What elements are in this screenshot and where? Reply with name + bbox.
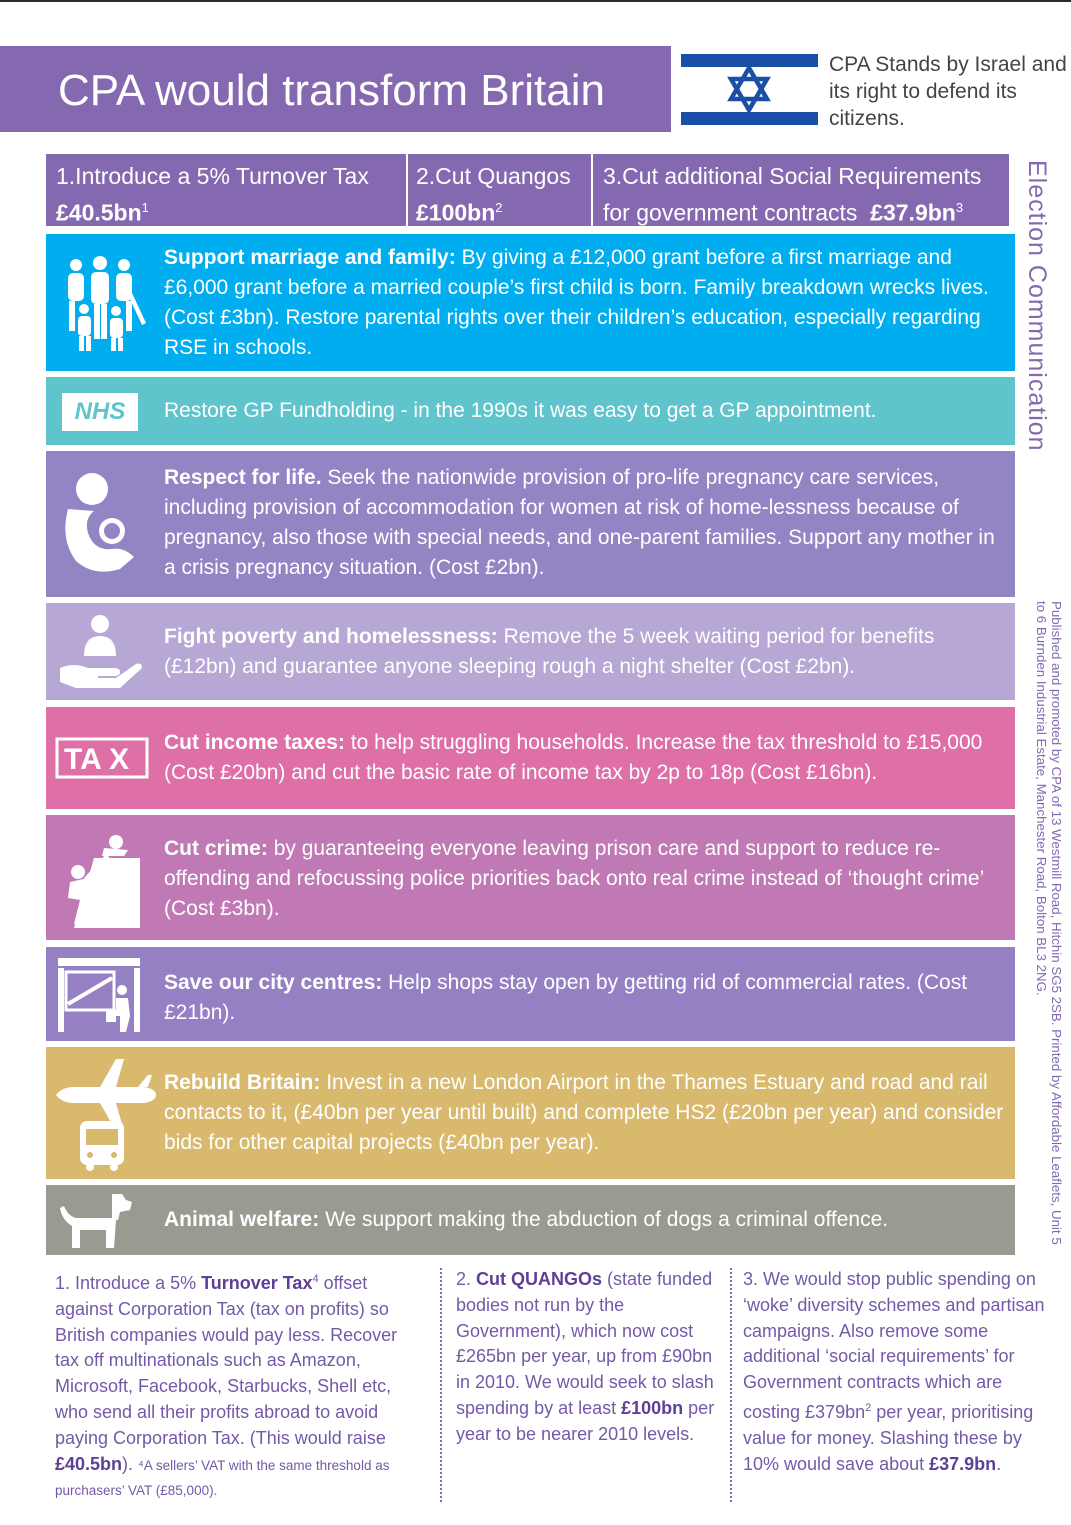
policy-text (164, 396, 1010, 426)
policy-body: by guaranteeing everyone leaving prison care and support to reduce re-offending and refocussing police priorities back onto real crime instead of ‘thought crime’ (Cost £3bn). (164, 837, 984, 920)
totals-divider (406, 154, 408, 226)
policy-animal-welfare (46, 1185, 1015, 1255)
policy-text (164, 728, 1010, 788)
policy-text (164, 463, 1010, 583)
nhs-logo: NHS (62, 393, 138, 431)
helping-hand-icon (54, 603, 154, 700)
footnote-divider (730, 1268, 732, 1502)
election-communication-label (1022, 160, 1062, 510)
dog-icon (54, 1185, 154, 1255)
footnote-bold: £40.5bn (55, 1453, 123, 1474)
total-turnover-tax (56, 154, 369, 226)
policy-text (164, 968, 1010, 1028)
footnote-text: 1. Introduce a 5% (55, 1273, 202, 1293)
imprint (1034, 601, 1070, 1251)
footnote-1 (55, 1267, 425, 1503)
mother-baby-icon (54, 451, 154, 597)
imprint-text: Published and promoted by CPA of 13 Westmill Road, Hitchin SG5 2SB. Printed by Affordable Leaflets, Unit 5 to 6 Burnden Industrial Estate, Manchester Road, Bolton BL3 2NG. (1034, 601, 1064, 1245)
footnote-small: ⁴A sellers’ VAT with the same threshold as purchasers’ VAT (£85,000). (55, 1457, 390, 1499)
total-label: 3.Cut additional Social Requirements (603, 163, 982, 189)
total-note: 3 (955, 200, 964, 215)
footnote-text: per year to be nearer 2010 levels. (456, 1397, 715, 1444)
policy-heading: Save our city centres: (164, 971, 383, 994)
policy-heading: Rebuild Britain: (164, 1071, 321, 1094)
policy-heading: Cut crime: (164, 837, 268, 860)
footnote-text: (state funded bodies not run by the Government), which now cost £265bn per year, up from £90bn in 2010. We would seek to slash spending by at least (456, 1269, 714, 1418)
policy-income-tax (46, 707, 1015, 809)
policy-respect-for-life (46, 451, 1015, 597)
title-banner (0, 46, 671, 132)
policy-body: Help shops stay open by getting rid of commercial rates. (Cost £21bn). (164, 971, 968, 1024)
footnote-text: 2. (456, 1269, 477, 1289)
policy-poverty (46, 603, 1015, 700)
svg-text:TA X: TA X (64, 743, 129, 776)
policy-heading: Respect for life. (164, 466, 322, 489)
shop-icon (54, 947, 154, 1041)
policy-text (164, 243, 1010, 363)
totals-divider (591, 154, 593, 226)
total-amount: £40.5bn (56, 199, 142, 226)
policy-rebuild-britain (46, 1047, 1015, 1179)
israel-statement: CPA Stands by Israel and its right to defend its citizens. (829, 53, 1067, 130)
savings-totals-bar (46, 154, 1009, 226)
total-note: 2 (495, 200, 503, 215)
footnote-2 (456, 1267, 724, 1448)
page-title: CPA would transform Britain (58, 66, 605, 115)
footnote-divider (440, 1268, 442, 1502)
top-rule (0, 0, 1071, 2)
footnote-bold: £37.9bn (929, 1453, 997, 1474)
total-social-requirements (603, 154, 981, 226)
policy-text (164, 1205, 1010, 1235)
policy-family (46, 234, 1015, 371)
policy-body: Remove the 5 week waiting period for benefits (£12bn) and guarantee anyone sleeping rough a night shelter (Cost £2bn). (164, 625, 935, 678)
footnote-text: per year, prioritising value for money. Slashing these by 10% would save about (743, 1401, 1034, 1474)
footnote-sup: 2 (865, 1401, 872, 1414)
total-amount: £37.9bn (870, 199, 956, 226)
footnote-sup: 4 (312, 1273, 319, 1285)
policy-nhs (46, 377, 1015, 445)
total-note: 1 (141, 200, 149, 215)
policy-text (164, 834, 1010, 924)
policy-body: Invest in a new London Airport in the Thames Estuary and road and rail contacts to it, (£40bn per year until built) and complete HS2 (£20bn per year) and consider bids for other capital projects (£40bn per year). (164, 1071, 1004, 1154)
policy-city-centres (46, 947, 1015, 1041)
policy-heading: Cut income taxes: (164, 731, 345, 754)
israel-flag (681, 46, 818, 132)
election-text: Election Communication (1023, 160, 1051, 452)
footnote-text: . (996, 1453, 1002, 1474)
climbing-help-icon (54, 815, 154, 940)
footnote-text: offset against Corporation Tax (tax on profits) so British companies would pay less. Recover tax off multinationals such as Amazon, Microsoft, Facebook, Starbucks, Shell etc, who send all their profits abroad to avoid paying Corporation Tax. (This would raise (55, 1273, 398, 1448)
total-quangos (416, 154, 571, 226)
policy-text (164, 622, 1010, 682)
policy-heading: Fight poverty and homelessness: (164, 625, 498, 648)
policy-body: to help struggling households. Increase the tax threshold to £15,000 (Cost £20bn) and cut the basic rate of income tax by 2p to 18p (Cost £16bn). (164, 731, 983, 784)
total-label: 2.Cut Quangos (416, 163, 571, 189)
plane-bus-icon (54, 1047, 154, 1179)
footnote-text: ). (122, 1453, 139, 1474)
policy-body: Restore GP Fundholding - in the 1990s it was easy to get a GP appointment. (164, 399, 877, 422)
total-amount: £100bn (416, 199, 496, 226)
family-icon (54, 234, 154, 371)
footnote-3 (743, 1267, 1053, 1477)
policy-heading: Animal welfare: (164, 1208, 320, 1231)
footnote-bold: £100bn (621, 1397, 684, 1418)
policy-crime (46, 815, 1015, 940)
footnote-text: 3. We would stop public spending on ‘woke’ diversity schemes and partisan campaigns. Also remove some additional ‘social requirements’ for Government contracts which are costing £379bn (743, 1269, 1045, 1422)
footnote-bold: Turnover Tax (201, 1273, 313, 1293)
policy-body: By giving a £12,000 grant before a first marriage and £6,000 grant before a married couple’s first child is born. Family breakdown wrecks lives. (Cost £3bn). Restore parental rights over their children’s education, especially regarding RSE in schools. (164, 246, 989, 359)
policy-body: We support making the abduction of dogs a criminal offence. (325, 1208, 889, 1231)
policy-text (164, 1068, 1010, 1158)
policy-body: Seek the nationwide provision of pro-life pregnancy care services, including provision of accommodation for women at risk of home-lessness because of pregnancy, also those with special needs, and one-parent families. Support any mother in a crisis pregnancy situation. (Cost £2bn). (164, 466, 995, 579)
policy-heading: Support marriage and family: (164, 246, 456, 269)
total-label: 1.Introduce a 5% Turnover Tax (56, 163, 369, 189)
footnote-bold: Cut QUANGOs (476, 1269, 603, 1289)
tax-icon (54, 707, 154, 809)
total-label-line2: for government contracts (603, 199, 858, 226)
star-of-david-icon (724, 64, 774, 114)
